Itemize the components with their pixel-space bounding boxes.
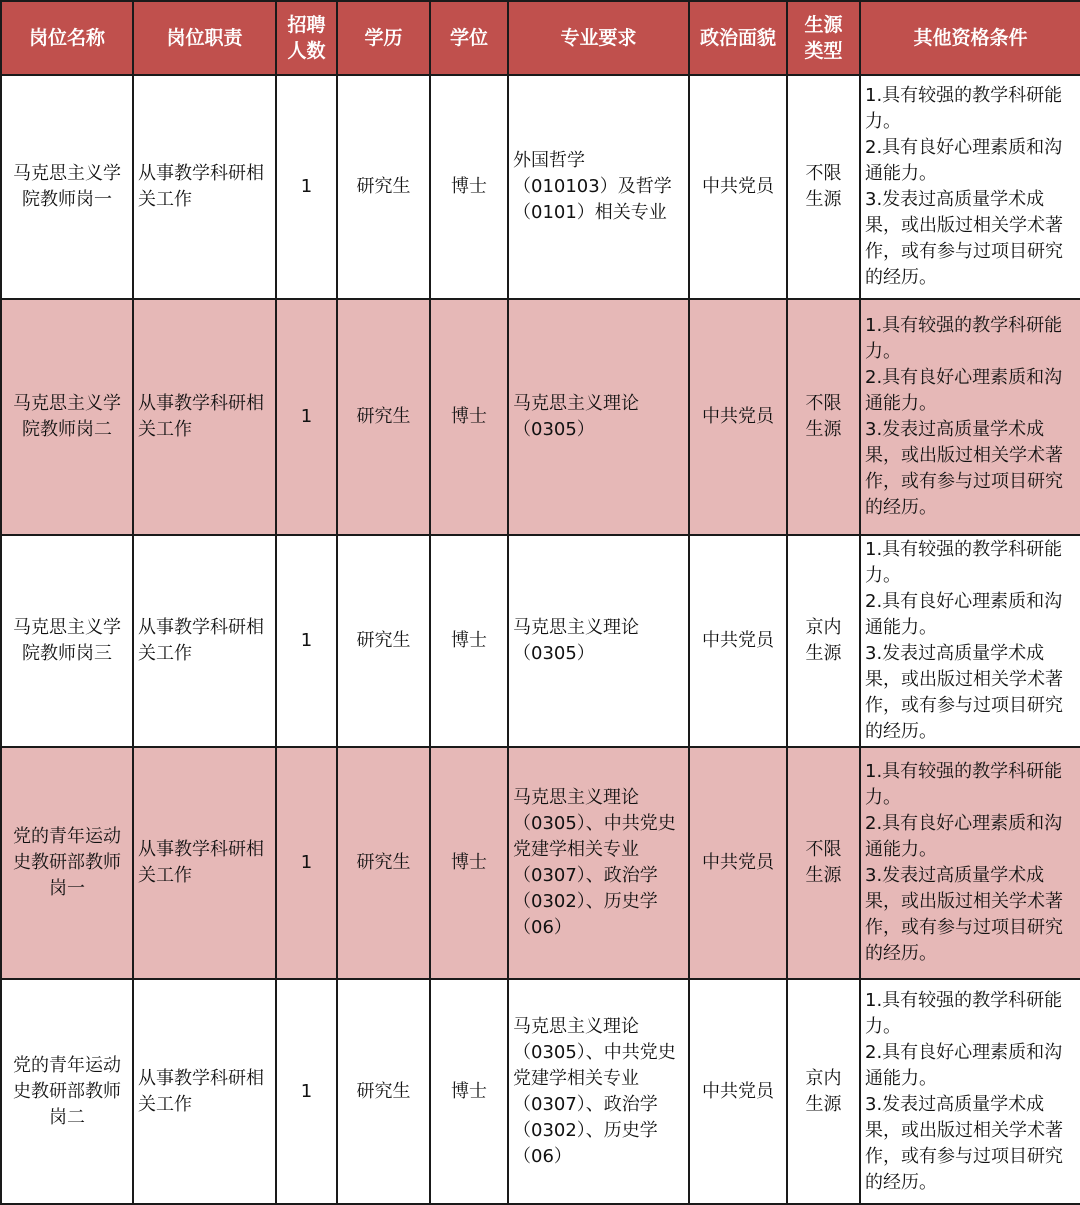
table-row xyxy=(1,75,1080,299)
cell-source: 京内 生源 xyxy=(787,535,860,747)
cell-other: 1.具有较强的教学科研能 力。 2.具有良好心理素质和沟 通能力。 3.发表过高质量学术成 果，或出版过相关学术著 作，或有参与过项目研究 的经历。 xyxy=(860,979,1080,1204)
cell-count: 1 xyxy=(276,979,337,1204)
header-other: 其他资格条件 xyxy=(860,1,1080,75)
cell-degree: 博士 xyxy=(430,747,508,979)
header-major: 专业要求 xyxy=(508,1,689,75)
cell-count: 1 xyxy=(276,747,337,979)
header-degree: 学位 xyxy=(430,1,508,75)
table-row xyxy=(1,747,1080,979)
cell-position-name: 党的青年运动 史教研部教师 岗一 xyxy=(1,747,133,979)
cell-political: 中共党员 xyxy=(689,75,787,299)
table-row xyxy=(1,535,1080,747)
header-source: 生源 类型 xyxy=(787,1,860,75)
header-position-name: 岗位名称 xyxy=(1,1,133,75)
cell-degree: 博士 xyxy=(430,535,508,747)
cell-education: 研究生 xyxy=(337,979,430,1204)
cell-duty: 从事教学科研相 关工作 xyxy=(133,299,276,535)
cell-major: 马克思主义理论 （0305）、中共党史 党建学相关专业 （0307）、政治学 （0302）、历史学 （06） xyxy=(508,979,689,1204)
cell-degree: 博士 xyxy=(430,979,508,1204)
cell-source: 不限 生源 xyxy=(787,75,860,299)
cell-education: 研究生 xyxy=(337,299,430,535)
cell-other: 1.具有较强的教学科研能 力。 2.具有良好心理素质和沟 通能力。 3.发表过高质量学术成 果，或出版过相关学术著 作，或有参与过项目研究 的经历。 xyxy=(860,75,1080,299)
cell-major: 外国哲学 （010103）及哲学 （0101）相关专业 xyxy=(508,75,689,299)
cell-duty: 从事教学科研相 关工作 xyxy=(133,747,276,979)
cell-position-name: 马克思主义学 院教师岗一 xyxy=(1,75,133,299)
cell-education: 研究生 xyxy=(337,535,430,747)
cell-count: 1 xyxy=(276,75,337,299)
cell-position-name: 马克思主义学 院教师岗二 xyxy=(1,299,133,535)
cell-count: 1 xyxy=(276,535,337,747)
cell-duty: 从事教学科研相 关工作 xyxy=(133,75,276,299)
cell-education: 研究生 xyxy=(337,747,430,979)
cell-political: 中共党员 xyxy=(689,535,787,747)
cell-source: 不限 生源 xyxy=(787,747,860,979)
cell-political: 中共党员 xyxy=(689,979,787,1204)
header-duty: 岗位职责 xyxy=(133,1,276,75)
header-row xyxy=(1,1,1080,75)
cell-duty: 从事教学科研相 关工作 xyxy=(133,535,276,747)
cell-degree: 博士 xyxy=(430,299,508,535)
table-row xyxy=(1,299,1080,535)
cell-position-name: 党的青年运动 史教研部教师 岗二 xyxy=(1,979,133,1204)
cell-duty: 从事教学科研相 关工作 xyxy=(133,979,276,1204)
cell-political: 中共党员 xyxy=(689,747,787,979)
cell-major: 马克思主义理论 （0305） xyxy=(508,535,689,747)
header-count: 招聘 人数 xyxy=(276,1,337,75)
cell-education: 研究生 xyxy=(337,75,430,299)
cell-other: 1.具有较强的教学科研能 力。 2.具有良好心理素质和沟 通能力。 3.发表过高质量学术成 果，或出版过相关学术著 作，或有参与过项目研究 的经历。 xyxy=(860,299,1080,535)
cell-major: 马克思主义理论 （0305） xyxy=(508,299,689,535)
table-row xyxy=(1,979,1080,1204)
header-education: 学历 xyxy=(337,1,430,75)
cell-major: 马克思主义理论 （0305）、中共党史 党建学相关专业 （0307）、政治学 （0302）、历史学 （06） xyxy=(508,747,689,979)
cell-source: 不限 生源 xyxy=(787,299,860,535)
cell-count: 1 xyxy=(276,299,337,535)
cell-other: 1.具有较强的教学科研能 力。 2.具有良好心理素质和沟 通能力。 3.发表过高质量学术成 果，或出版过相关学术著 作，或有参与过项目研究 的经历。 xyxy=(860,535,1080,747)
header-political: 政治面貌 xyxy=(689,1,787,75)
cell-source: 京内 生源 xyxy=(787,979,860,1204)
cell-degree: 博士 xyxy=(430,75,508,299)
cell-position-name: 马克思主义学 院教师岗三 xyxy=(1,535,133,747)
cell-other: 1.具有较强的教学科研能 力。 2.具有良好心理素质和沟 通能力。 3.发表过高质量学术成 果，或出版过相关学术著 作，或有参与过项目研究 的经历。 xyxy=(860,747,1080,979)
cell-political: 中共党员 xyxy=(689,299,787,535)
